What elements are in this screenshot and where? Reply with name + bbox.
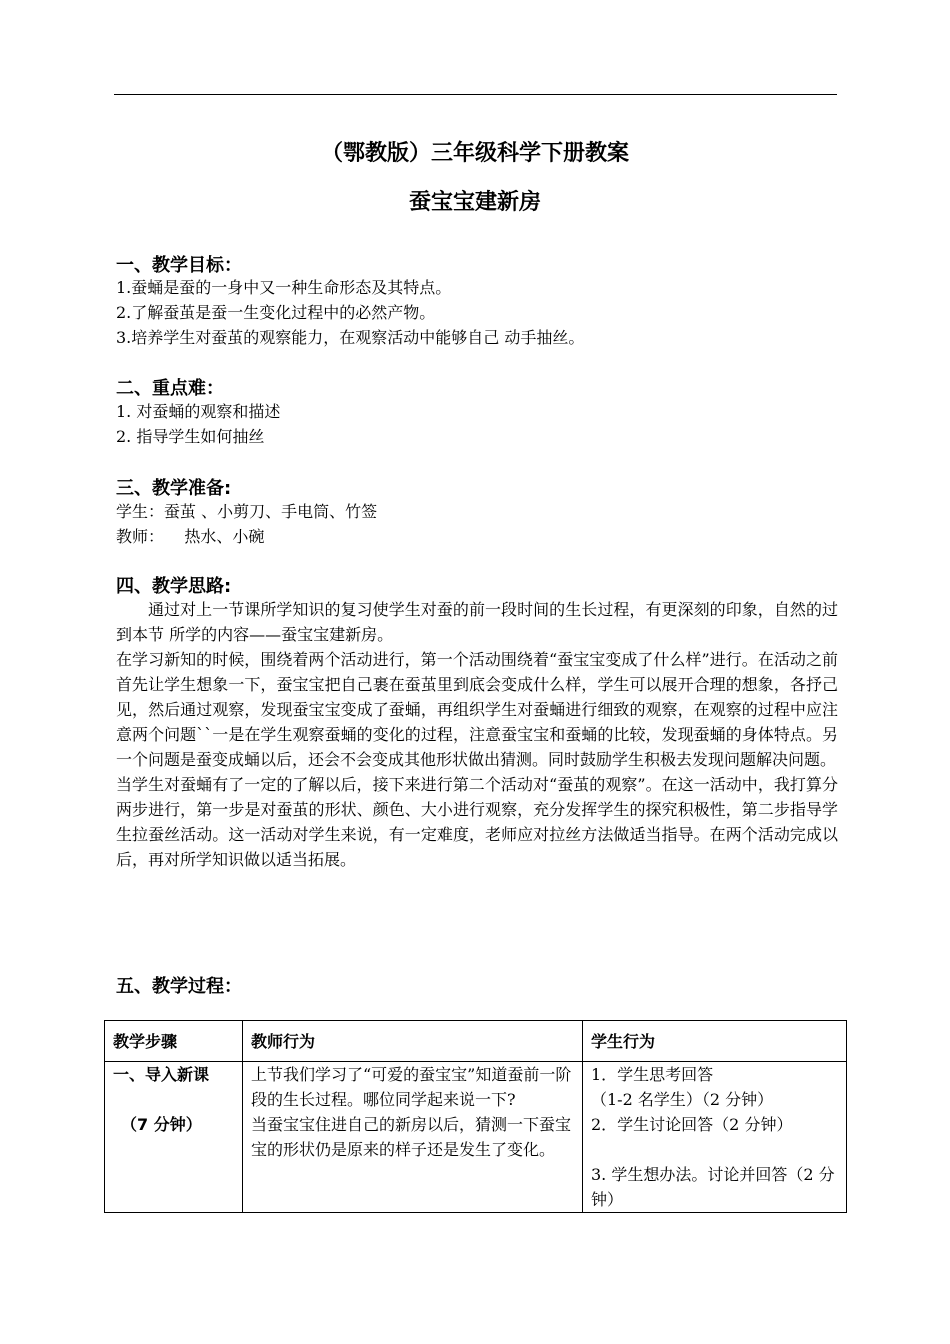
- document-title: （鄂教版）三年级科学下册教案: [320, 141, 629, 166]
- step-cell: [105, 1062, 243, 1213]
- prep-heading: 三、教学准备:: [116, 478, 232, 499]
- teacher-cell: [243, 1062, 583, 1213]
- ideas-paragraph: 通过对上一节课所学知识的复习使学生对蚕的前一段时间的生长过程，有更深刻的印象，自然的过到本节 所学的内容——蚕宝宝建新房。: [116, 600, 838, 644]
- ideas-heading: 四、教学思路:: [116, 576, 232, 597]
- keypoint-item: 2. 指导学生如何抽丝: [116, 427, 265, 446]
- header-student: 学生行为: [583, 1021, 847, 1062]
- process-table: [104, 1020, 847, 1213]
- table-row: [105, 1062, 847, 1213]
- header-step: 教学步骤: [105, 1021, 243, 1062]
- goal-item: 2.了解蚕茧是蚕一生变化过程中的必然产物。: [116, 303, 436, 322]
- header-teacher: 教师行为: [243, 1021, 583, 1062]
- table-header-row: [105, 1021, 847, 1062]
- student-text: （1-2 名学生）（2 分钟）: [591, 1090, 774, 1109]
- keypoints-heading: 二、重点难：: [116, 378, 224, 399]
- student-text: 1．学生思考回答: [591, 1065, 714, 1084]
- goals-heading: 一、教学目标：: [116, 255, 242, 276]
- student-cell: [583, 1062, 847, 1213]
- goal-item: 3.培养学生对蚕茧的观察能力，在观察活动中能够自己 动手抽丝。: [116, 328, 585, 347]
- goal-item: 1.蚕蛹是蚕的一身中又一种生命形态及其特点。: [116, 278, 452, 297]
- header-rule: [114, 94, 837, 95]
- ideas-paragraph: 在学习新知的时候，围绕着两个活动进行，第一个活动围绕着“蚕宝宝变成了什么样”进行。在活动之前首先让学生想象一下，蚕宝宝把自己裹在蚕茧里到底会变成什么样，学生可以展开合理的想象，各抒己见，然后通过观察，发现蚕宝宝变成了蚕蛹，再组织学生对蚕蛹进行细致的观察，在观察的过程中应注意两个问题``一是在学生观察蚕蛹的变化的过程，注意蚕宝宝和蚕蛹的比较，发现蚕蛹的身体特点。另一个问题是蚕变成蛹以后，还会不会变成其他形状做出猜测。同时鼓励学生积极去发现问题解决问题。: [116, 650, 838, 769]
- prep-item: 学生：蚕茧 、小剪刀、手电筒、竹签: [116, 502, 378, 521]
- ideas-body: [116, 597, 838, 872]
- student-text: 2．学生讨论回答（2 分钟）: [591, 1115, 793, 1134]
- process-heading: 五、教学过程：: [116, 976, 242, 997]
- lesson-title: 蚕宝宝建新房: [408, 190, 541, 215]
- ideas-paragraph: 当学生对蚕蛹有了一定的了解以后，接下来进行第二个活动对“蚕茧的观察”。在这一活动中，我打算分两步进行，第一步是对蚕茧的形状、颜色、大小进行观察，充分发挥学生的探究积极性，第二步指导学生拉蚕丝活动。这一活动对学生来说，有一定难度，老师应对拉丝方法做适当指导。在两个活动完成以后，再对所学知识做以适当拓展。: [116, 775, 838, 869]
- prep-item: 教师： 热水、小碗: [116, 527, 265, 546]
- keypoint-item: 1. 对蚕蛹的观察和描述: [116, 402, 281, 421]
- teacher-text: 上节我们学习了“可爱的蚕宝宝”知道蚕前一阶段的生长过程。哪位同学起来说一下?: [251, 1065, 572, 1109]
- step-label: 一、导入新课: [113, 1065, 210, 1084]
- teacher-text: 当蚕宝宝住进自己的新房以后，猜测一下蚕宝宝的形状仍是原来的样子还是发生了变化。: [251, 1115, 572, 1159]
- step-duration: （7 分钟）: [121, 1115, 202, 1134]
- student-text: 3. 学生想办法。讨论并回答（2 分钟）: [591, 1165, 835, 1209]
